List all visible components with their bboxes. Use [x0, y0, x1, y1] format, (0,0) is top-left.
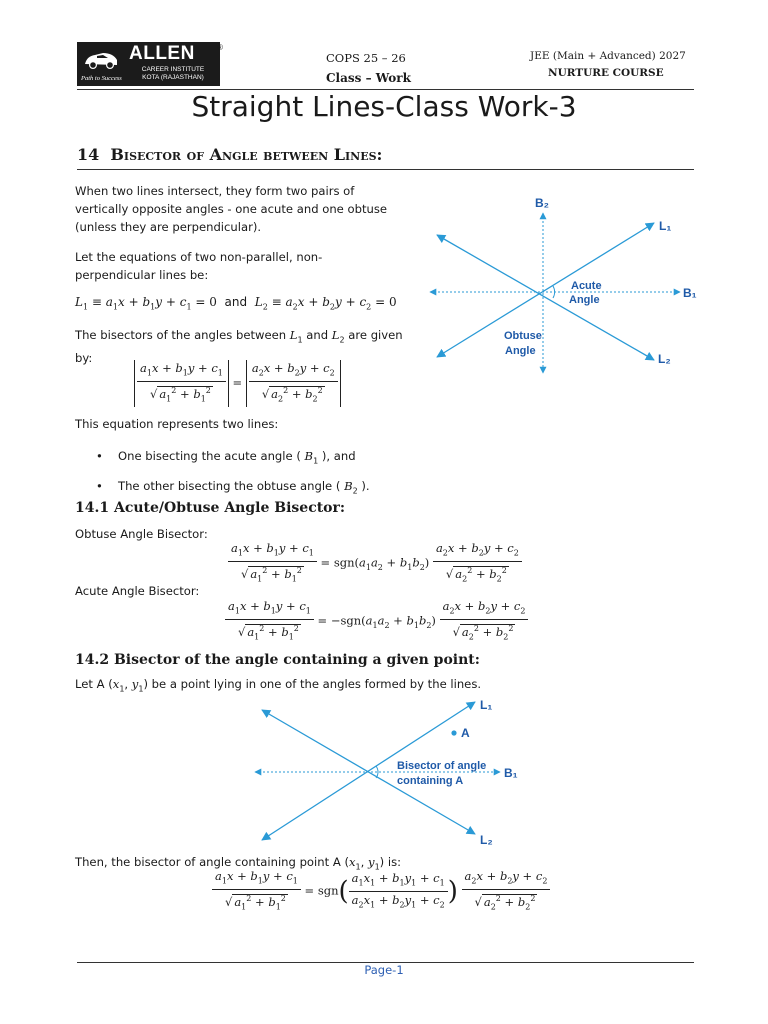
label-l1: L₁: [659, 219, 672, 233]
obtuse-bisector-label: Obtuse Angle Bisector:: [75, 527, 208, 541]
bisector-equation: $\frac{a_1x + b_1y + c_1}{√ a_1^2 + b_1^2}$ = $\frac{a_2x + b_2y + c_2}{√ a_2^2 + b_2^2}$: [134, 360, 341, 407]
subsection-heading-1: 14.1 Acute/Obtuse Angle Bisector:: [75, 500, 346, 516]
point-a-marker: [451, 730, 456, 735]
section-number: 14: [77, 145, 100, 164]
point-a-paragraph: Let A ($x_1$, $y_1$) be a point lying in one of the angles formed by the lines.: [75, 677, 482, 694]
logo-subtitle: [129, 66, 217, 82]
page-title: Straight Lines-Class Work-3: [191, 90, 577, 123]
intro-paragraph-1: When two lines intersect, they form two pairs of vertically opposite angles - one acute and one obtuse (unless they are perpendicular).: [75, 184, 388, 234]
header-right: [530, 48, 690, 82]
header-center: [326, 48, 411, 88]
acute-bisector-equation: $\frac{a_1x + b_1y + c_1}{√ a_1^2 + b_1^2}$ = $-sgn(a_1a_2 + b_1b_2)$ $\frac{a_2x + b_2y + c_2}{√ a_2^2 + b_2^2}$: [225, 598, 528, 645]
acute-bisector-label: Acute Angle Bisector:: [75, 584, 200, 598]
acute-angle-arc: [553, 286, 555, 298]
header-exam: JEE (Main + Advanced) 2027: [530, 50, 686, 62]
logo-sub-line1: CAREER INSTITUTE: [141, 66, 205, 73]
label-a: A: [461, 726, 470, 740]
label-b1: B₁: [683, 286, 697, 300]
line-l1: [437, 235, 654, 360]
logo-name: ALLEN: [129, 43, 195, 64]
line-l2: [437, 223, 654, 357]
intro-paragraph-2: Let the equations of two non-parallel, non-perpendicular lines be:: [75, 250, 323, 282]
section-divider: [77, 169, 694, 170]
label-b1: B₁: [504, 766, 518, 780]
header-course: NURTURE COURSE: [548, 67, 664, 79]
label-l1: L₁: [480, 698, 493, 712]
acute-label-2: Angle: [569, 294, 600, 306]
line-equations: $L_1 \equiv a_1x + b_1y + c_1 = 0$ and $L_2 \equiv a_2x + b_2y + c_2 = 0$: [75, 295, 397, 312]
obtuse-bisector-equation: $\frac{a_1x + b_1y + c_1}{√ a_1^2 + b_1^2}$ = $sgn(a_1a_2 + b_1b_2)$ $\frac{a_2x + b_2y + c_2}{√ a_2^2 + b_2^2}$: [228, 540, 522, 587]
logo-sub-line2: KOTA (RAJASTHAN): [142, 74, 204, 81]
obtuse-label-2: Angle: [505, 345, 536, 357]
section-title: Bisector of Angle between Lines:: [110, 145, 383, 164]
acute-label-1: Acute: [571, 280, 602, 292]
intro-paragraph-4: This equation represents two lines:: [75, 417, 279, 431]
then-paragraph: Then, the bisector of angle containing point A ($x_1$, $y_1$) is:: [75, 855, 402, 872]
label-b2: B₂: [535, 196, 549, 210]
section-heading: [77, 145, 382, 164]
registered-mark: ®: [217, 43, 223, 52]
subsection-heading-2: 14.2 Bisector of the angle containing a given point:: [75, 652, 480, 668]
bisector-label-2: containing A: [397, 775, 464, 787]
label-l2: L₂: [658, 352, 671, 366]
label-l2: L₂: [480, 833, 493, 847]
bisector-label-1: Bisector of angle: [397, 760, 487, 772]
list-item: • One bisecting the acute angle ( $B_1$ ), and: [75, 447, 415, 470]
obtuse-label-1: Obtuse: [504, 330, 542, 342]
angle-bisector-diagram: [425, 193, 705, 378]
page-number: Page-1: [364, 963, 404, 977]
car-icon: [83, 48, 119, 70]
allen-logo: [77, 42, 220, 86]
point-bisector-equation: $\frac{a_1x + b_1y + c_1}{√ a_1^2 + b_1^2}$ = sgn( $\frac{a_1x_1 + b_1y_1 + c_1}{a_2x_1 + b_2y_1 + c_2}$ ) $\frac{a_2x + b_2y + c_2}{√ a_2^2 + b_2^2}$: [212, 868, 550, 915]
intro-paragraph-3: The bisectors of the angles between $L_1$ and $L_2$ are given by:: [75, 328, 403, 366]
header-course-code: COPS 25 – 26: [326, 51, 406, 65]
point-bisector-diagram: [250, 696, 518, 848]
list-item: • The other bisecting the obtuse angle ( $B_2$ ).: [75, 477, 415, 500]
header-class-work: Class – Work: [326, 71, 411, 85]
logo-tagline: Path to Success: [81, 75, 122, 82]
bisector-list: [75, 447, 415, 501]
